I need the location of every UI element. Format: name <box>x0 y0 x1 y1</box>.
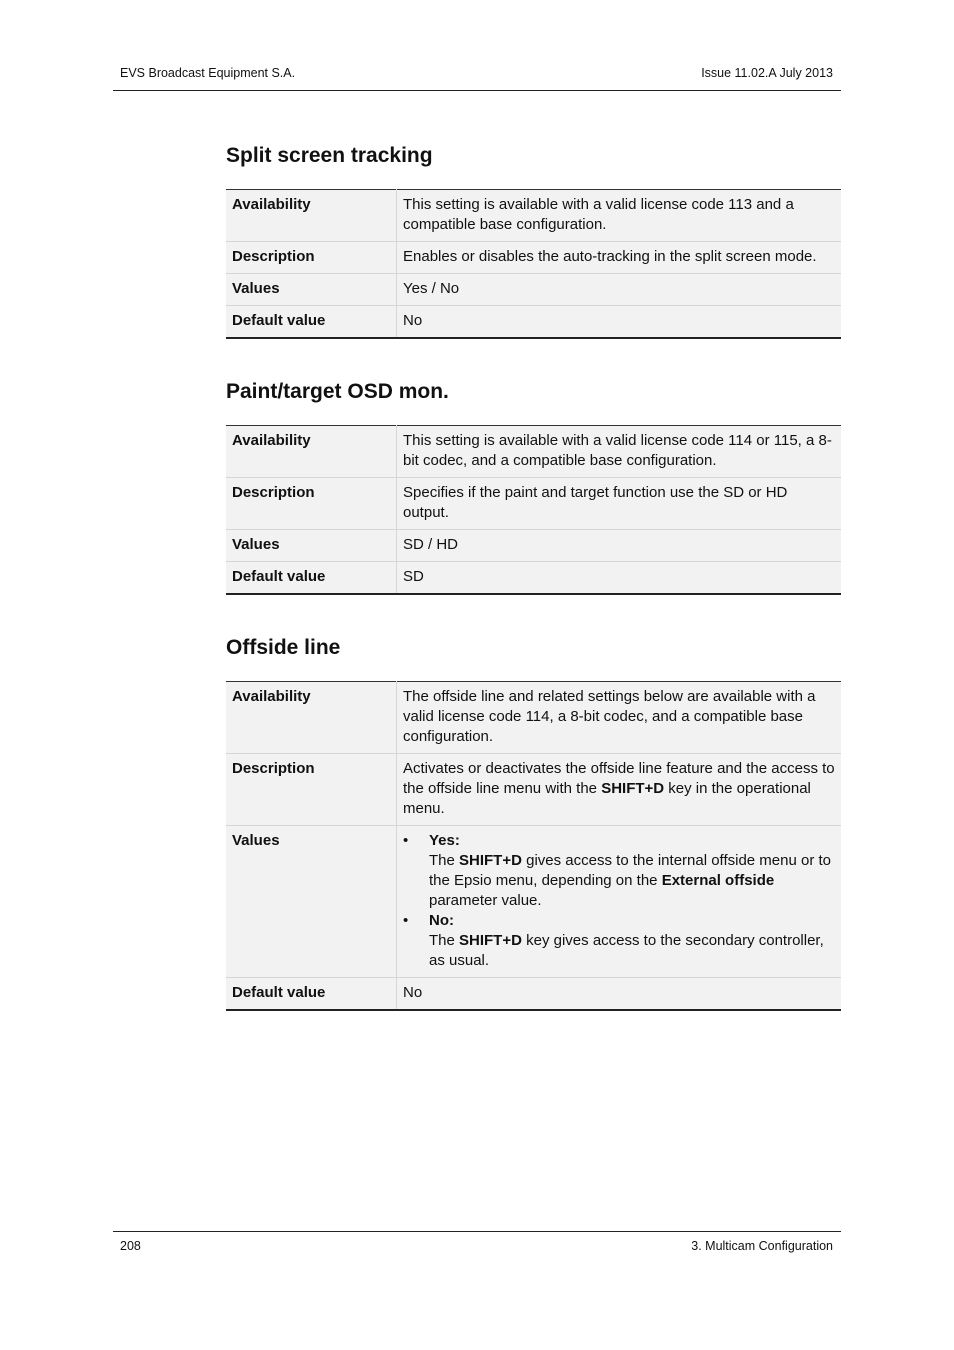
row-value: No <box>403 984 423 1001</box>
row-value: No <box>403 312 423 329</box>
value-label: Yes: <box>429 832 460 849</box>
row-key: Availability <box>226 682 397 754</box>
bullet-icon: • <box>403 912 409 929</box>
settings-table <box>226 425 841 595</box>
row-value: Enables or disables the auto-tracking in the split screen mode. <box>397 242 842 274</box>
value-text: The <box>429 932 460 949</box>
row-key: Availability <box>226 190 397 242</box>
table-row <box>226 478 841 530</box>
settings-table <box>226 189 841 339</box>
list-item <box>403 831 835 911</box>
parameter-name: External offside <box>661 872 775 889</box>
bullet-icon: • <box>403 832 409 849</box>
table-row <box>226 826 841 978</box>
page-footer <box>113 1231 841 1253</box>
page-header <box>113 60 841 91</box>
row-key: Default value <box>226 562 397 595</box>
row-value: SD <box>403 568 424 585</box>
row-key: Values <box>226 530 397 562</box>
settings-table <box>226 681 841 1011</box>
section-title: Offside line <box>226 636 341 659</box>
shortcut-key: SHIFT+D <box>601 780 665 797</box>
row-key: Description <box>226 478 397 530</box>
row-key: Values <box>226 274 397 306</box>
desc-text: Activates or deactivates the offside line feature and the access to the offside line menu with the <box>403 760 835 797</box>
shortcut-key: SHIFT+D <box>459 852 522 869</box>
value-text: The <box>429 852 460 869</box>
row-value: The offside line and related settings below are available with a valid license code 114, a 8-bit codec, and a compatible base configuration. <box>397 682 842 754</box>
row-key: Default value <box>226 306 397 339</box>
row-key: Default value <box>226 978 397 1011</box>
row-value: Yes / No <box>397 274 842 306</box>
table-row <box>226 190 841 242</box>
chapter-title: 3. Multicam Configuration <box>691 1239 833 1253</box>
row-value <box>397 754 842 826</box>
value-text: parameter value. <box>429 892 542 909</box>
table-row <box>226 306 841 339</box>
section-offside-line <box>226 635 841 1011</box>
shortcut-key: SHIFT+D <box>459 932 522 949</box>
list-item <box>403 911 835 971</box>
row-value: SD / HD <box>397 530 842 562</box>
table-row <box>226 754 841 826</box>
section-split-screen-tracking <box>226 143 841 339</box>
table-row <box>226 426 841 478</box>
row-value: Specifies if the paint and target function use the SD or HD output. <box>397 478 842 530</box>
table-row <box>226 274 841 306</box>
table-row <box>226 562 841 595</box>
table-row <box>226 530 841 562</box>
row-key: Description <box>226 754 397 826</box>
table-row <box>226 682 841 754</box>
desc-text: key in the operational menu. <box>403 780 811 817</box>
row-value <box>397 826 842 978</box>
values-list <box>403 831 835 971</box>
section-title: Split screen tracking <box>226 144 433 167</box>
header-issue: Issue 11.02.A July 2013 <box>701 66 833 80</box>
value-text: gives access to the internal offside menu or to the Epsio menu, depending on the <box>429 852 832 889</box>
row-key: Values <box>226 826 397 978</box>
table-row <box>226 242 841 274</box>
row-value: This setting is available with a valid license code 114 or 115, a 8-bit codec, and a compatible base configuration. <box>397 426 842 478</box>
row-value: This setting is available with a valid license code 113 and a compatible base configuration. <box>397 190 842 242</box>
table-row <box>226 978 841 1011</box>
row-key: Availability <box>226 426 397 478</box>
section-title: Paint/target OSD mon. <box>226 380 449 403</box>
row-key: Description <box>226 242 397 274</box>
value-text: key gives access to the secondary controller, as usual. <box>429 932 824 969</box>
page-number: 208 <box>120 1239 141 1253</box>
header-company: EVS Broadcast Equipment S.A. <box>120 66 296 80</box>
value-label: No: <box>429 912 454 929</box>
section-paint-target-osd <box>226 379 841 595</box>
